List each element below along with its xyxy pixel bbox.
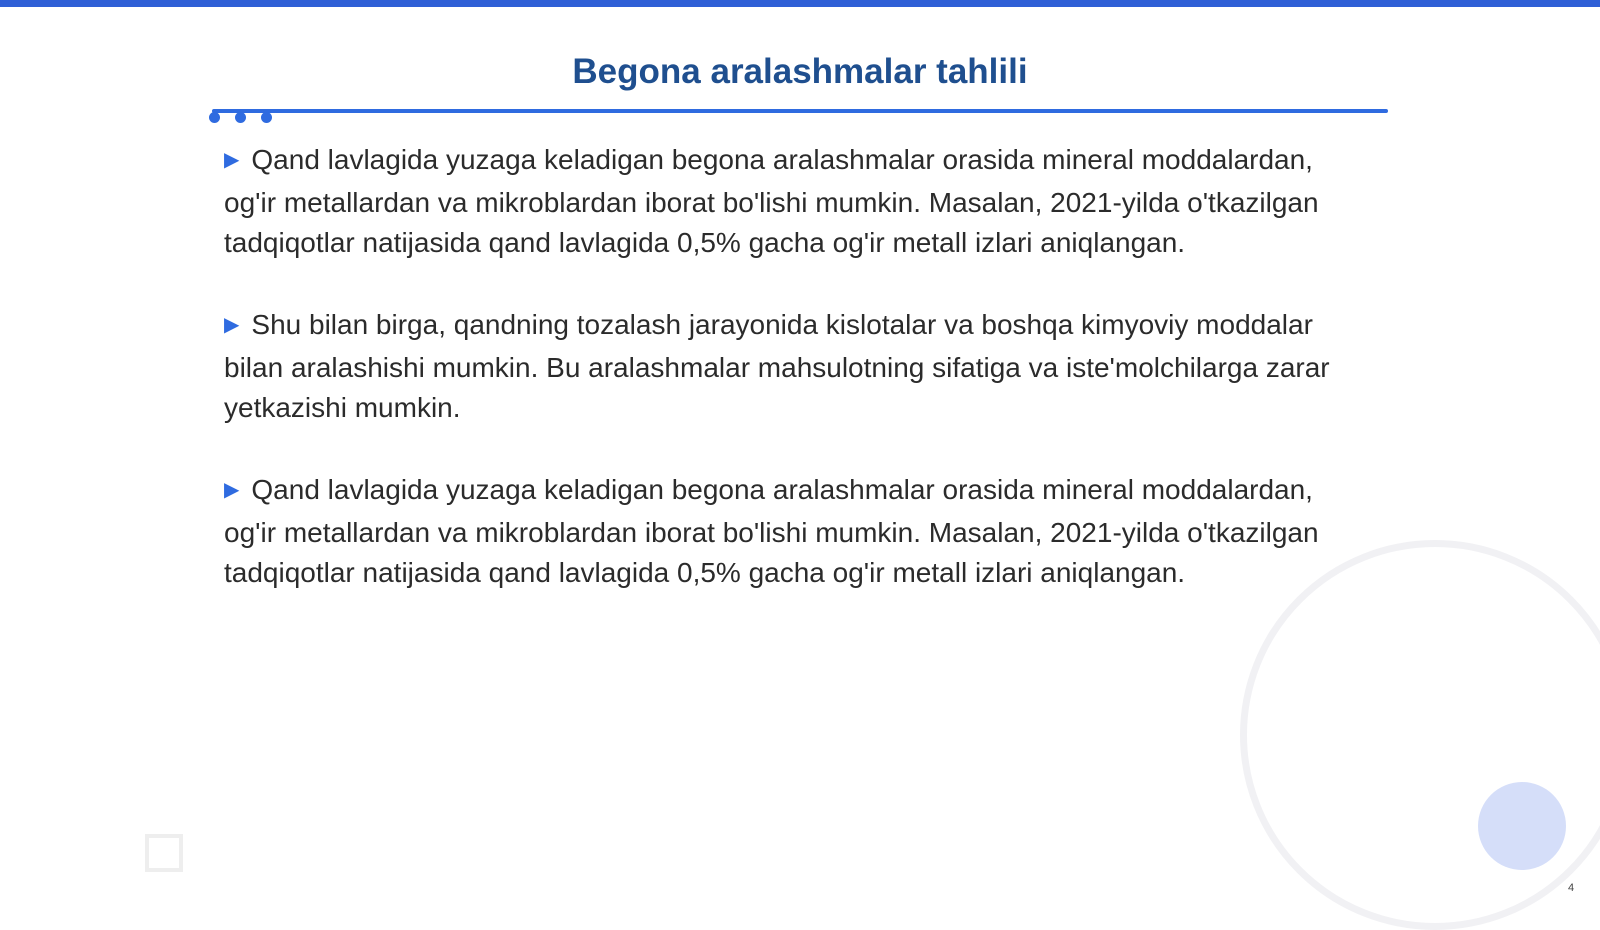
decorative-square (145, 834, 183, 872)
bullet-text: Qand lavlagida yuzaga keladigan begona aralashmalar orasida mineral moddalardan, og'ir metallardan va mikroblardan iborat bo'lishi mumkin. Masalan, 2021-yilda o'tkazilgan tadqiqotlar natijasida qand lavlagida 0,5% gacha og'ir metall izlari aniqlangan. (224, 144, 1319, 258)
decorative-blob (1478, 782, 1566, 870)
triangle-right-icon: ▶ (224, 479, 240, 501)
bullet-text: Qand lavlagida yuzaga keladigan begona aralashmalar orasida mineral moddalardan, og'ir metallardan va mikroblardan iborat bo'lishi mumkin. Masalan, 2021-yilda o'tkazilgan tadqiqotlar natijasida qand lavlagida 0,5% gacha og'ir metall izlari aniqlangan. (224, 474, 1319, 588)
bullet-text: Shu bilan birga, qandning tozalash jarayonida kislotalar va boshqa kimyoviy moddalar bilan aralashishi mumkin. Bu aralashmalar mahsulotning sifatiga va iste'molchilarga zarar yetkazishi mumkin. (224, 309, 1330, 423)
decorative-dot (209, 112, 220, 123)
bullet-item (224, 140, 1354, 263)
page-number: 4 (1568, 882, 1575, 894)
triangle-right-icon: ▶ (224, 314, 240, 336)
title-underline (212, 109, 1388, 113)
bullet-item (224, 470, 1354, 593)
triangle-right-icon: ▶ (224, 149, 240, 171)
decorative-dot (235, 112, 246, 123)
decorative-dot (261, 112, 272, 123)
top-accent-bar (0, 0, 1600, 7)
slide-content (224, 140, 1354, 635)
slide-title: Begona aralashmalar tahlili (572, 52, 1028, 91)
bullet-item (224, 305, 1354, 428)
